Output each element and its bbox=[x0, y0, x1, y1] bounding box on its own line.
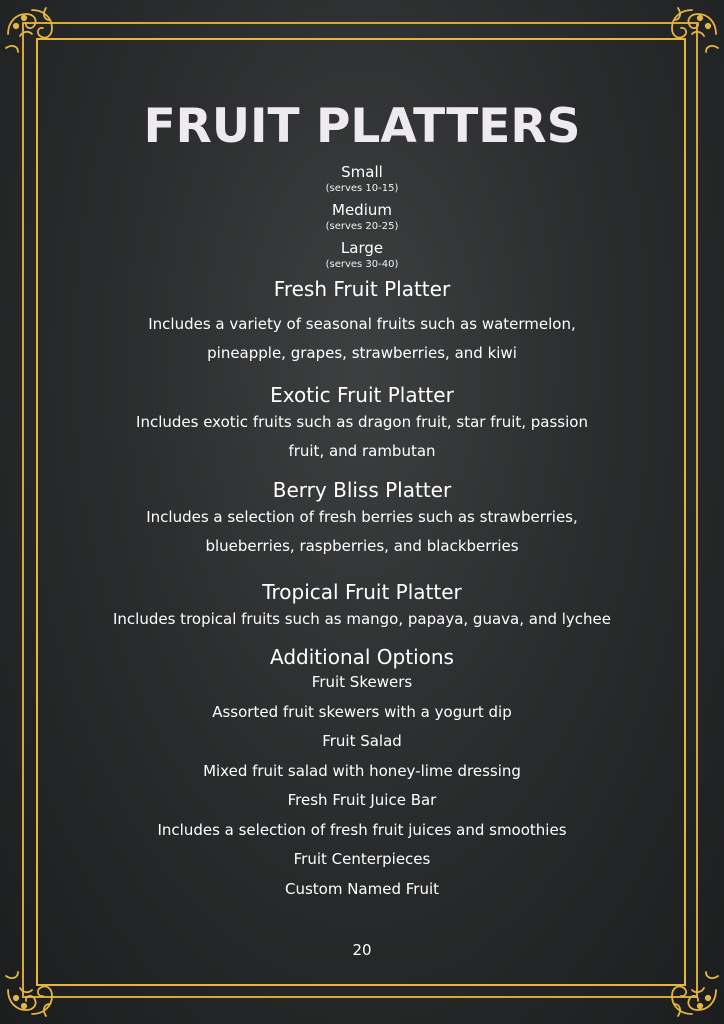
option-item: Custom Named Fruit bbox=[284, 879, 440, 898]
size-item-medium bbox=[40, 201, 684, 234]
page-title: FRUIT PLATTERS bbox=[143, 99, 581, 154]
size-serves: (serves 30-40) bbox=[325, 259, 399, 270]
option-item: Includes a selection of fresh fruit juices and smoothies bbox=[157, 820, 567, 839]
option-item: Assorted fruit skewers with a yogurt dip bbox=[212, 702, 512, 721]
platter-description-line: Includes tropical fruits such as mango, papaya, guava, and lychee bbox=[113, 610, 611, 628]
size-item-large bbox=[40, 239, 684, 272]
option-item: Fruit Salad bbox=[322, 732, 402, 750]
option-item: Mixed fruit salad with honey-lime dressing bbox=[203, 761, 521, 780]
ornament-corner-bottom-right-icon bbox=[658, 956, 722, 1020]
platter-description-line: Includes a selection of fresh berries such as strawberries, bbox=[146, 508, 578, 526]
size-item-small bbox=[40, 163, 684, 196]
size-name: Small bbox=[341, 163, 383, 181]
platter-berry bbox=[40, 477, 684, 561]
platter-description-line: blueberries, raspberries, and blackberries bbox=[205, 537, 519, 555]
platter-description-line: Includes a variety of seasonal fruits such as watermelon, bbox=[148, 315, 576, 333]
additional-options bbox=[40, 644, 684, 904]
size-list bbox=[40, 163, 684, 272]
platter-exotic bbox=[40, 382, 684, 466]
platter-fresh bbox=[40, 276, 684, 368]
platter-title: Tropical Fruit Platter bbox=[262, 580, 462, 604]
platter-description-line: Includes exotic fruits such as dragon fruit, star fruit, passion bbox=[136, 413, 588, 431]
size-name: Medium bbox=[332, 201, 392, 219]
platter-title: Fresh Fruit Platter bbox=[273, 277, 451, 301]
option-item: Fruit Centerpieces bbox=[293, 850, 431, 868]
option-item: Fresh Fruit Juice Bar bbox=[287, 791, 437, 809]
ornament-corner-bottom-left-icon bbox=[2, 956, 66, 1020]
ornament-corner-top-right-icon bbox=[658, 4, 722, 68]
size-name: Large bbox=[340, 239, 384, 257]
option-item: Fruit Skewers bbox=[311, 673, 413, 691]
platter-tropical bbox=[40, 579, 684, 634]
platter-description-line: fruit, and rambutan bbox=[288, 442, 436, 460]
platter-title: Exotic Fruit Platter bbox=[270, 383, 454, 407]
size-serves: (serves 20-25) bbox=[325, 221, 399, 232]
additional-options-title: Additional Options bbox=[270, 645, 454, 669]
ornament-corner-top-left-icon bbox=[2, 4, 66, 68]
size-serves: (serves 10-15) bbox=[325, 183, 399, 194]
platter-description-line: pineapple, grapes, strawberries, and kiwi bbox=[207, 344, 517, 362]
platter-title: Berry Bliss Platter bbox=[272, 478, 452, 502]
menu-content bbox=[40, 96, 684, 904]
page-number: 20 bbox=[352, 941, 372, 959]
